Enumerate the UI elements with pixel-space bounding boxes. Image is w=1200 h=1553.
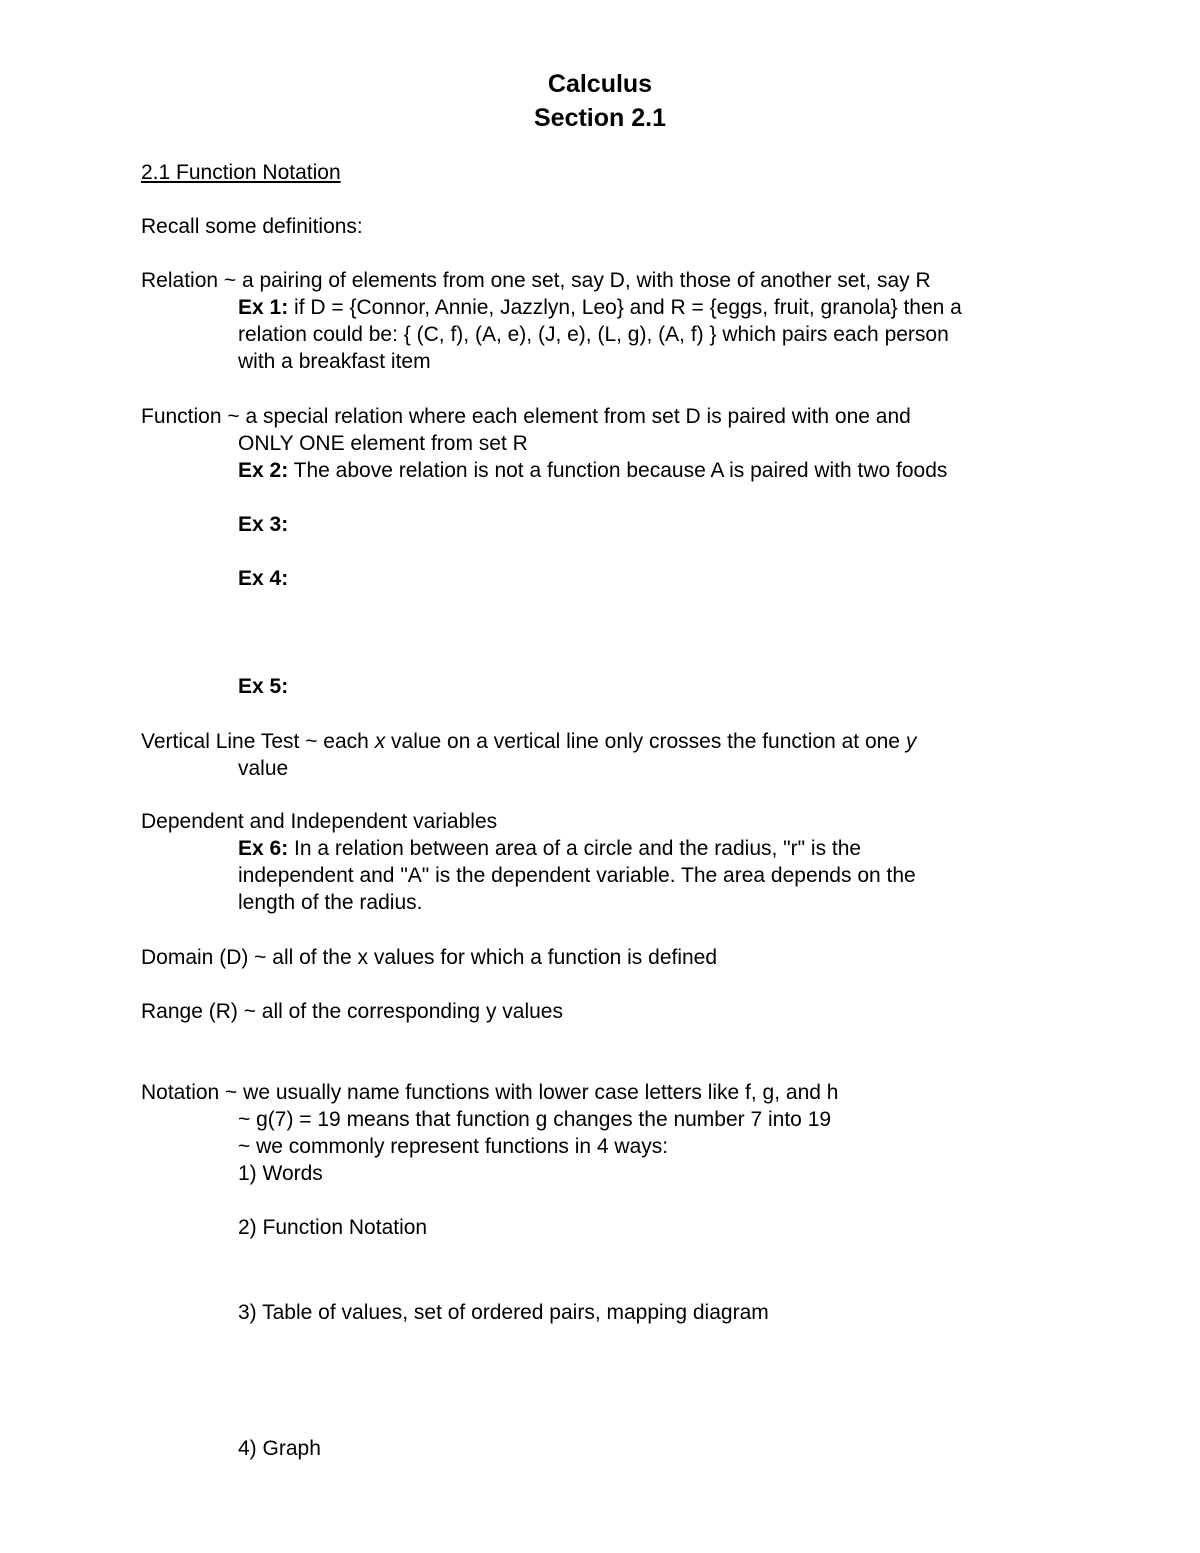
list-item: 4) Graph: [238, 1437, 321, 1460]
example-5: [238, 673, 288, 700]
recall-text: Recall some definitions:: [141, 215, 363, 238]
example-4-label: Ex 4:: [238, 567, 289, 590]
example-5-label: Ex 5:: [238, 675, 289, 698]
example-4: [238, 565, 288, 592]
domain-definition: Domain (D) ~ all of the x values for which a function is defined: [141, 946, 718, 969]
section-heading: 2.1 Function Notation: [141, 161, 341, 184]
example-2-label: Ex 2:: [238, 459, 289, 482]
document-subtitle: Section 2.1: [534, 104, 666, 132]
function-definition-line-2: ONLY ONE element from set R: [238, 432, 528, 455]
example-6: [238, 835, 861, 862]
example-2-text: The above relation is not a function because A is paired with two foods: [288, 459, 948, 482]
vertical-line-test: [141, 728, 916, 755]
range-definition: Range (R) ~ all of the corresponding y values: [141, 1000, 563, 1023]
list-item: 2) Function Notation: [238, 1216, 428, 1239]
example-6-label: Ex 6:: [238, 837, 289, 860]
example-3-label: Ex 3:: [238, 513, 289, 536]
example-3: [238, 511, 288, 538]
example-1-line-2: relation could be: { (C, f), (A, e), (J, e), (L, g), (A, f) } which pairs each person: [238, 323, 949, 346]
vertical-line-test-line-2: value: [238, 757, 289, 780]
document-title: Calculus: [547, 70, 653, 98]
example-6-line-2: independent and "A" is the dependent variable. The area depends on the: [238, 864, 916, 887]
example-1: [238, 294, 962, 321]
notation-definition: Notation ~ we usually name functions with lower case letters like f, g, and h: [141, 1081, 839, 1104]
example-2: [238, 457, 947, 484]
vlt-text-b: value on a vertical line only crosses the function at one: [385, 730, 906, 753]
example-1-label: Ex 1:: [238, 296, 289, 319]
variables-heading: Dependent and Independent variables: [141, 810, 498, 833]
notation-line-3: ~ we commonly represent functions in 4 ways:: [238, 1135, 669, 1158]
function-definition: Function ~ a special relation where each element from set D is paired with one and: [141, 405, 911, 428]
vlt-var-y: y: [905, 730, 917, 753]
vlt-text-a: Vertical Line Test ~ each: [141, 730, 375, 753]
example-6-text: In a relation between area of a circle and the radius, "r" is the: [288, 837, 862, 860]
relation-definition: Relation ~ a pairing of elements from one set, say D, with those of another set, say R: [141, 269, 931, 292]
example-6-line-3: length of the radius.: [238, 891, 423, 914]
list-item: 1) Words: [238, 1162, 323, 1185]
example-1-line-3: with a breakfast item: [238, 350, 431, 373]
vlt-var-x: x: [374, 730, 386, 753]
notation-line-2: ~ g(7) = 19 means that function g changes the number 7 into 19: [238, 1108, 832, 1131]
list-item: 3) Table of values, set of ordered pairs, mapping diagram: [238, 1301, 769, 1324]
example-1-text: if D = {Connor, Annie, Jazzlyn, Leo} and R = {eggs, fruit, granola} then a: [288, 296, 962, 319]
